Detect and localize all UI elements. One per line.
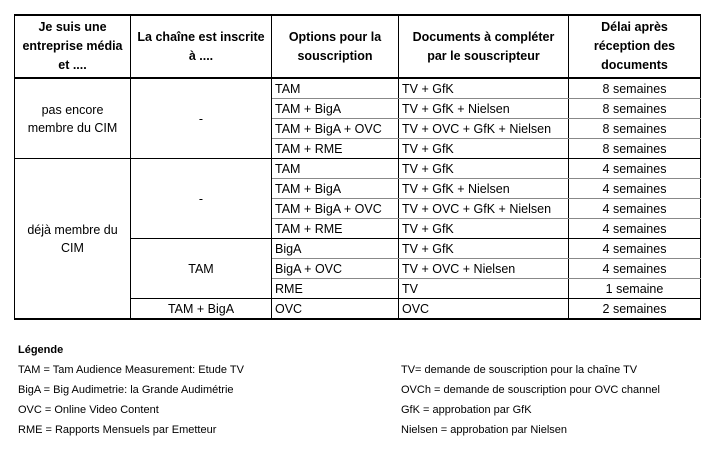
option-cell: TAM + BigA	[272, 179, 399, 199]
option-cell: TAM + RME	[272, 219, 399, 239]
option-cell: RME	[272, 279, 399, 299]
delay-cell: 8 semaines	[569, 119, 701, 139]
channel-tam-biga: TAM + BigA	[131, 299, 272, 320]
option-cell: OVC	[272, 299, 399, 320]
documents-cell: TV + GfK + Nielsen	[399, 99, 569, 119]
subscription-table	[14, 14, 701, 320]
legend-entry-ovch: OVCh = demande de souscription pour OVC channel	[401, 384, 660, 396]
header-channel-registered: La chaîne est inscrite à ....	[131, 15, 272, 78]
delay-cell: 4 semaines	[569, 219, 701, 239]
legend-row	[18, 420, 708, 440]
channel-none: -	[131, 78, 272, 159]
legend-entry-gfk: GfK = approbation par GfK	[401, 404, 532, 416]
delay-cell: 1 semaine	[569, 279, 701, 299]
legend-entry-tam: TAM = Tam Audience Measurement: Etude TV	[18, 364, 244, 376]
delay-cell: 4 semaines	[569, 259, 701, 279]
delay-cell: 2 semaines	[569, 299, 701, 320]
delay-cell: 8 semaines	[569, 78, 701, 99]
option-cell: TAM	[272, 159, 399, 179]
documents-cell: TV + GfK	[399, 239, 569, 259]
legend-entry-nielsen: Nielsen = approbation par Nielsen	[401, 424, 568, 436]
legend-title: Légende	[18, 344, 64, 356]
option-cell: TAM + BigA	[272, 99, 399, 119]
table-row	[15, 78, 701, 99]
legend-entry-biga: BigA = Big Audimetrie: la Grande Audimétrie	[18, 384, 234, 396]
legend-row	[18, 400, 708, 420]
delay-cell: 4 semaines	[569, 159, 701, 179]
delay-cell: 4 semaines	[569, 239, 701, 259]
option-cell: BigA	[272, 239, 399, 259]
documents-cell: TV + OVC + GfK + Nielsen	[399, 119, 569, 139]
channel-tam: TAM	[131, 239, 272, 299]
legend-entry-ovc: OVC = Online Video Content	[18, 404, 159, 416]
legend	[18, 340, 708, 440]
documents-cell: TV + GfK	[399, 219, 569, 239]
option-cell: TAM + BigA + OVC	[272, 119, 399, 139]
documents-cell: TV + GfK	[399, 78, 569, 99]
option-cell: BigA + OVC	[272, 259, 399, 279]
legend-entry-rme: RME = Rapports Mensuels par Emetteur	[18, 424, 217, 436]
legend-entry-tv: TV= demande de souscription pour la chaîne TV	[401, 364, 638, 376]
delay-cell: 4 semaines	[569, 199, 701, 219]
legend-row	[18, 360, 708, 380]
header-delay: Délai après réception des documents	[569, 15, 701, 78]
legend-row	[18, 380, 708, 400]
delay-cell: 8 semaines	[569, 99, 701, 119]
documents-cell: TV + GfK + Nielsen	[399, 179, 569, 199]
group-already-member: déjà membre du CIM	[15, 159, 131, 320]
option-cell: TAM + BigA + OVC	[272, 199, 399, 219]
documents-cell: TV + GfK	[399, 159, 569, 179]
delay-cell: 8 semaines	[569, 139, 701, 159]
header-media-company: Je suis une entreprise média et ....	[15, 15, 131, 78]
header-row	[15, 15, 701, 78]
channel-none: -	[131, 159, 272, 239]
documents-cell: OVC	[399, 299, 569, 320]
option-cell: TAM	[272, 78, 399, 99]
table-row	[15, 159, 701, 179]
documents-cell: TV + GfK	[399, 139, 569, 159]
group-not-yet-member: pas encore membre du CIM	[15, 78, 131, 159]
header-subscription-options: Options pour la souscription	[272, 15, 399, 78]
documents-cell: TV	[399, 279, 569, 299]
delay-cell: 4 semaines	[569, 179, 701, 199]
documents-cell: TV + OVC + GfK + Nielsen	[399, 199, 569, 219]
documents-cell: TV + OVC + Nielsen	[399, 259, 569, 279]
header-documents: Documents à compléter par le souscripteur	[399, 15, 569, 78]
option-cell: TAM + RME	[272, 139, 399, 159]
